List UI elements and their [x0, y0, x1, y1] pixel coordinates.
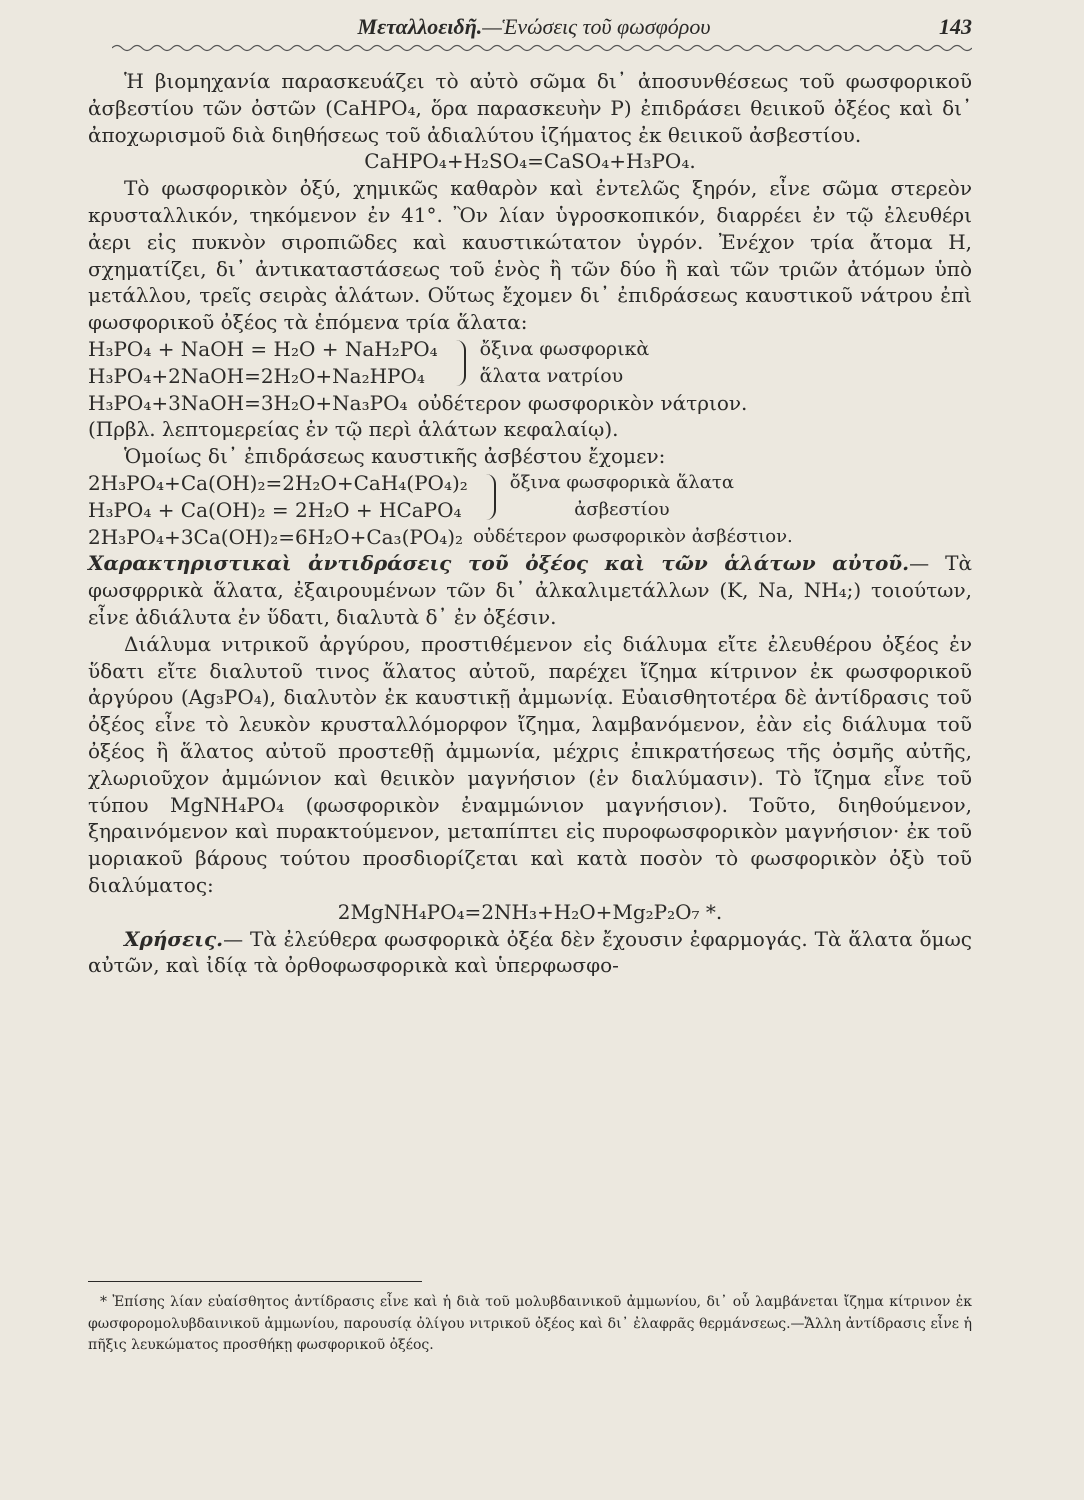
note-neutral-calcium: οὐδέτερον φωσφορικὸν ἀσβέστιον. — [473, 525, 793, 547]
paragraph-uses — [88, 926, 972, 980]
page-number: 143 — [939, 14, 972, 39]
equation-cahpo4-h2so4: CaHPO₄+H₂SO₄=CaSO₄+H₃PO₄. — [364, 149, 696, 174]
equation-na3po4: H₃PO₄+3NaOH=3H₂O+Na₃PO₄ — [88, 390, 408, 415]
sodium-neutral-row — [88, 390, 972, 417]
body-text — [88, 68, 972, 979]
reference-note: (Πρβλ. λεπτομερείας ἐν τῷ περὶ ἁλάτων κεφαλαίῳ). — [88, 417, 619, 442]
sodium-acid-salts-group — [88, 336, 972, 390]
note-acid-phosphoric: ὄξινα φωσφορικὰ — [479, 337, 650, 360]
text-uses: — Τὰ ἐλεύθερα φωσφορικὰ ὀξέα δὲν ἔχουσιν ἐφαρμογάς. Τὰ ἅλατα ὅμως αὐτῶν, καὶ ἰδίᾳ τὰ ὀρθοφωσφορικὰ καὶ ὑπερφωσφο- — [88, 926, 972, 978]
equation-ca3po4: 2H₃PO₄+3Ca(OH)₂=6H₂O+Ca₃(PO₄)₂ — [88, 524, 464, 549]
equation-cah4po4: 2H₃PO₄+Ca(OH)₂=2H₂O+CaH₄(PO₄)₂ — [88, 470, 468, 495]
note-neutral-sodium: οὐδέτερον φωσφορικὸν νάτριον. — [417, 390, 748, 415]
header-ornamental-rule — [112, 42, 972, 54]
brace-calcium — [480, 474, 496, 520]
heading-uses: Χρήσεις. — [124, 926, 224, 951]
text-salts-solubility: — Τὰ φωσφρρικὰ ἅλατα, ἐξαιρουμένων τῶν δι᾽ ἀλκαλιμετάλλων (K, Na, NH₄;) τοιούτων, εἶνε ἀδιάλυτα ἐν ὕδατι, διαλυτὰ δ᾽ ἐν ὀξέσιν. — [88, 551, 973, 629]
note-sodium-salts: ἅλατα νατρίου — [479, 364, 624, 387]
header-title — [96, 14, 972, 40]
equation-hcapo4: H₃PO₄ + Ca(OH)₂ = 2H₂O + HCaPO₄ — [88, 497, 462, 522]
footnote-text: * Ἐπίσης λίαν εὐαίσθητος ἀντίδρασις εἶνε καὶ ἡ διὰ τοῦ μολυβδαινικοῦ ἀμμωνίου, δι᾽ οὗ λαμβάνεται ἴζημα κίτρινον ἐκ φωσφορομολυβδαινικοῦ ἀμμωνίου, παρουσίᾳ ὀλίγου νιτρικοῦ ὀξέος καὶ δι᾽ ἐλαφρᾶς θερμάνσεως.—Ἄλλη ἀντίδρασις εἶνε ἡ πῆξις λευκώματος προσθήκῃ φωσφορικοῦ ὀξέος. — [88, 1294, 972, 1353]
equation-na2hpo4: H₃PO₄+2NaOH=2H₂O+Na₂HPO₄ — [88, 363, 425, 388]
equation-nah2po4: H₃PO₄ + NaOH = H₂O + NaH₂PO₄ — [88, 336, 438, 361]
paragraph-calcium-intro: Ὁμοίως δι᾽ ἐπιδράσεως καυστικῆς ἀσβέστου ἔχομεν: — [124, 444, 666, 469]
equation-pyrophosphate: 2MgNH₄PO₄=2NH₃+H₂O+Mg₂P₂O₇ *. — [337, 899, 723, 924]
calcium-neutral-row — [88, 524, 972, 551]
heading-characteristic-reactions: Χαρακτηριστικαὶ ἀντιδράσεις τοῦ ὀξέος καὶ τῶν ἁλάτων αὐτοῦ. — [88, 551, 910, 576]
calcium-acid-salts-group — [88, 470, 972, 524]
note-acid-phosphoric-salts: ὄξινα φωσφορικὰ ἅλατα — [509, 471, 735, 493]
paragraph-industrial-preparation: Ἡ βιομηχανία παρασκευάζει τὸ αὐτὸ σῶμα δι᾽ ἀποσυνθέσεως τοῦ φωσφορικοῦ ἀσβεστίου τῶν ὀστῶν (CaHPO₄, ὅρα παρασκευὴν P) ἐπιδράσει θειικοῦ ὀξέος καὶ δι᾽ ἀποχωρισμοῦ διὰ διηθήσεως τοῦ ἀδιαλύτου ἰζήματος ἐκ θειικοῦ ἀσβεστίου. — [88, 69, 972, 147]
paragraph-characteristic-reactions — [88, 550, 972, 630]
footnote — [88, 1292, 972, 1357]
note-calcium: ἀσβεστίου — [574, 498, 670, 520]
paragraph-silver-nitrate-test: Διάλυμα νιτρικοῦ ἀργύρου, προστιθέμενον εἰς διάλυμα εἴτε ἐλευθέρου ὀξέος ἐν ὕδατι εἴτε διαλυτοῦ τινος ἅλατος αὐτοῦ, παρέχει ἴζημα κίτρινον ἐκ φωσφορικοῦ ἀργύρου (Ag₃PO₄), διαλυτὸν ἐκ καυστικῇ ἀμμωνίᾳ. Εὐαισθητοτέρα δὲ ἀντίδρασις τοῦ ὀξέος εἶνε τὸ λευκὸν κρυσταλλόμορφον ἴζημα, λαμβανόμενον, ἐὰν εἰς διάλυμα τοῦ ὀξέος ἢ ἅλατος αὐτοῦ προστεθῇ ἀμμωνία, μέχρις ἐπικρατήσεως τῆς ὀσμῆς αὐτῆς, χλωριοῦχον ἀμμώνιον καὶ θειικὸν μαγνήσιον (ἐν διαλύμασιν). Τὸ ἴζημα εἶνε τοῦ τύπου MgNH₄PO₄ (φωσφορικὸν ἐναμμώνιον μαγνήσιον). Τοῦτο, διηθούμενον, ξηραινόμενον καὶ πυρακτούμενον, μεταπίπτει εἰς πυροφωσφορικὸν μαγνήσιον· ἐκ τοῦ μοριακοῦ βάρους τούτου προσδιορίζεται καὶ κατὰ ποσὸν τὸ φωσφορικὸν ὀξὺ τοῦ διαλύματος: — [88, 631, 972, 897]
header-title-bold: Μεταλλοειδῆ. — [357, 14, 483, 39]
brace-sodium — [450, 340, 466, 386]
header-title-rest: —Ἑνώσεις τοῦ φωσφόρου — [482, 14, 711, 39]
paragraph-properties: Τὸ φωσφορικὸν ὀξύ, χημικῶς καθαρὸν καὶ ἐντελῶς ξηρόν, εἶνε σῶμα στερεὸν κρυσταλλικόν, τηκόμενον ἐν 41°. Ὂν λίαν ὑγροσκοπικόν, διαρρέει ἐν τῷ ἐλευθέρι ἀερι εἰς πυκνὸν σιροπιῶδες καὶ καυστικώτατον ὑγρόν. Ἐνέχον τρία ἄτομα H, σχηματίζει, δι᾽ ἀντικαταστάσεως τοῦ ἑνὸς ἢ τῶν δύο ἢ καὶ τῶν τριῶν ἀτόμων ὑπὸ μετάλλου, τρεῖς σειρὰς ἁλάτων. Οὕτως ἔχομεν δι᾽ ἐπιδράσεως καυστικοῦ νάτρου ἐπὶ φωσφορικοῦ ὀξέος τὰ ἑπόμενα τρία ἅλατα: — [88, 176, 972, 335]
footnote-rule — [88, 1281, 422, 1282]
